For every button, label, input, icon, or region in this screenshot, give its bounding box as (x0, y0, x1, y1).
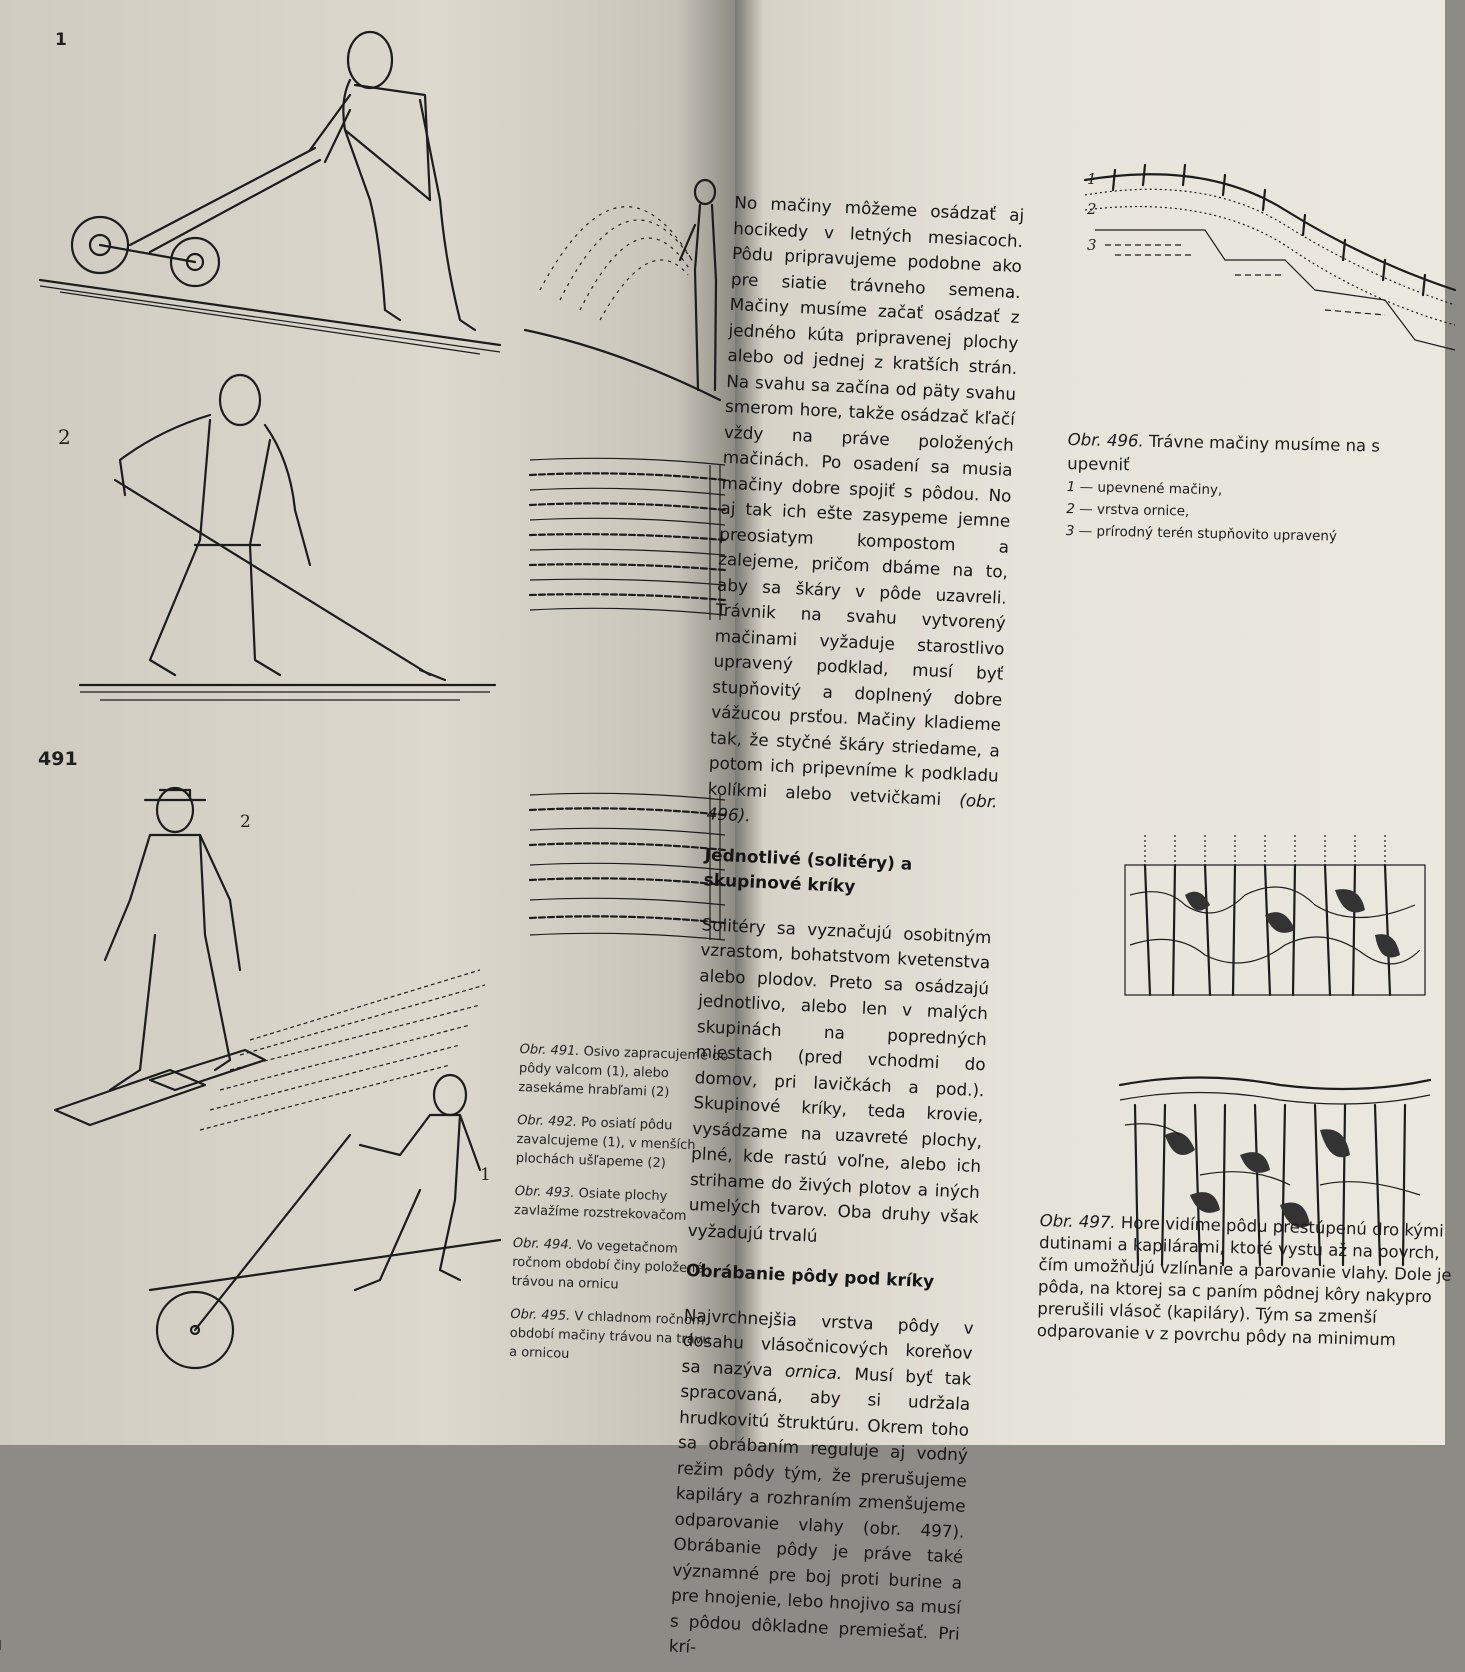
heading-solitaire-shrubs: Jednotlivé (solitéry) a skupinové kríky (703, 844, 913, 898)
caption-496-title-2: upevniť (1067, 453, 1130, 475)
body-paragraph-3 (668, 1302, 974, 1672)
caption-497-text: Hore vidíme pôdu prestúpenú dro kými dutinami a kapilárami, ktoré vystu až na povrch, čím umožňujú vzlínanie a parovanie vlahy. Dole je pôda, na ktorej sa c paním pôdnej kôry nakypro prerušili vlásoč (kapiláry). Tým sa zmenší odparovanie v z povrchu pôdy na minimum (1036, 1213, 1452, 1350)
caption-493-label: Obr. 493. (514, 1183, 575, 1201)
illustration-sprinkler (520, 150, 740, 410)
caption-496 (1066, 428, 1448, 550)
figure-number-491: 491 (38, 748, 78, 770)
caption-495-text: V chladnom ročnom období mačiny trávou na trávu a ornicou (508, 1309, 711, 1362)
caption-493-text: Osiate plochy zavlažíme rozstrekovačom (513, 1186, 687, 1224)
illustration-soil-capillaries-top (1125, 835, 1445, 995)
body-paragraph-1-tail: vetvičkami (849, 784, 942, 809)
caption-492-label: Obr. 492. (516, 1112, 578, 1131)
caption-491-label: Obr. 491. (519, 1041, 580, 1060)
fig496-label-2: 2 (1087, 200, 1097, 218)
figure-label-1: 1 (55, 30, 67, 50)
caption-494-text: Vo vegetačnom ročnom období činy položené trávou na ornicu (511, 1238, 704, 1293)
caption-496-item-text: — upevnené mačiny, (1079, 479, 1223, 499)
figure-label-walker: 2 (240, 812, 251, 832)
caption-492-text: Po osiatí pôdu zavalcujeme (1), v menších plochách ušľapeme (2) (515, 1115, 696, 1172)
fig496-label-1: 1 (1087, 170, 1097, 188)
caption-491-text: Osivo zapracujeme do pôdy valcom (1), alebo zasekáme hrabľami (2) (518, 1044, 729, 1101)
caption-496-title-text: Trávne mačiny musíme na s (1148, 431, 1381, 456)
body-paragraph-2: Solitéry sa vyznačujú osobitným vzrastom, bohatstvom kvetenstva alebo plodov. Preto sa osádzajú jednotlivo, alebo len v malých skupinách na popredných miestach (pred vchodmi do domov, pri lavičkách a pod.). Skupinové kríky, teda krovie, vysádzame na uzavreté plochy, plné, kde rastú voľne, alebo ich strihame do živých plotov a iných umelých tvarov. Oba druhy však vyžadujú trvalú (687, 913, 992, 1246)
illustration-turf-rows-top (525, 455, 735, 635)
left-page (0, 0, 735, 1445)
caption-496-item-num: 3 (1065, 522, 1075, 540)
illustration-turf-slope-diagram (1085, 150, 1465, 380)
caption-496-item-num: 2 (1066, 500, 1076, 518)
caption-496-label: Obr. 496. (1067, 429, 1144, 451)
caption-497 (1037, 1210, 1460, 1353)
body-paragraph-3-b: Musí byť tak spracovaná, aby si udržala hrudkovitú štruktúru. Okrem toho sa obrábaním reguluje aj vodný režim pôdy tým, že prerušujeme kapiláry a rozhraním zmenšujeme odparovanie vlahy (obr. 497). Obrábanie pôdy je práve také významné pre boj proti burine a pre hnojenie, lebo hnojivo sa musí s pôdou dôkladne premiešať. Pri krí- (668, 1363, 972, 1657)
caption-495-label: Obr. 495. (510, 1306, 571, 1324)
caption-496-item-text: — prírodný terén stupňovito upravený (1078, 523, 1338, 545)
caption-497-text-block (1037, 1210, 1460, 1353)
caption-496-list (1066, 476, 1447, 550)
body-paragraph-3-a: Najvrchnejšia vrstva pôdy v dosahu vlásočnicových koreňov sa nazýva (681, 1304, 975, 1380)
caption-497-label: Obr. 497. (1039, 1210, 1116, 1232)
caption-496-item-text: — vrstva ornice, (1079, 501, 1190, 520)
body-paragraph-3-term: ornica. (784, 1359, 843, 1383)
caption-494-label: Obr. 494. (512, 1235, 573, 1253)
body-paragraph-1-ref: (obr. 496). (706, 789, 999, 826)
figure-label-2: 2 (58, 425, 71, 449)
body-paragraph-1-text: No mačiny môžeme osádzať aj hocikedy v letných mesiacoch. Pôdu pripravujeme podobne ako pre siatie trávneho semena. Mačiny musíme začať osádzať z jedného kúta pripravenej plochy alebo od jednej z kratších strán. Na svahu sa začína od päty svahu smerom hore, takže osádzač kľačí vždy na práve položených mačinách. Po osadení sa musia mačiny dobre spojiť s pôdou. No aj tak ich ešte zasypeme jemne preosiatym kompostom a zalejeme, pričom dbáme na to, aby sa škáry v pôde uzavreli. Trávnik na svahu vytvorený mačinami vyžaduje starostlivo upravený podklad, musí byť stupňovitý a doplnený dobre vážucou prsťou. Mačiny kladieme tak, že styčné škáry striedame, a potom ich pripevníme k podkladu kolíkmi alebo (707, 191, 1025, 804)
body-paragraph-1 (706, 190, 1025, 840)
illustration-treading-and-rolling (0, 770, 520, 1420)
figure-label-roller: 1 (480, 1165, 491, 1185)
fig496-label-3: 3 (1087, 236, 1097, 254)
caption-496-item-num: 1 (1066, 478, 1076, 496)
heading-soil-cultivation: Obrábanie pôdy pod kríky (685, 1260, 935, 1293)
